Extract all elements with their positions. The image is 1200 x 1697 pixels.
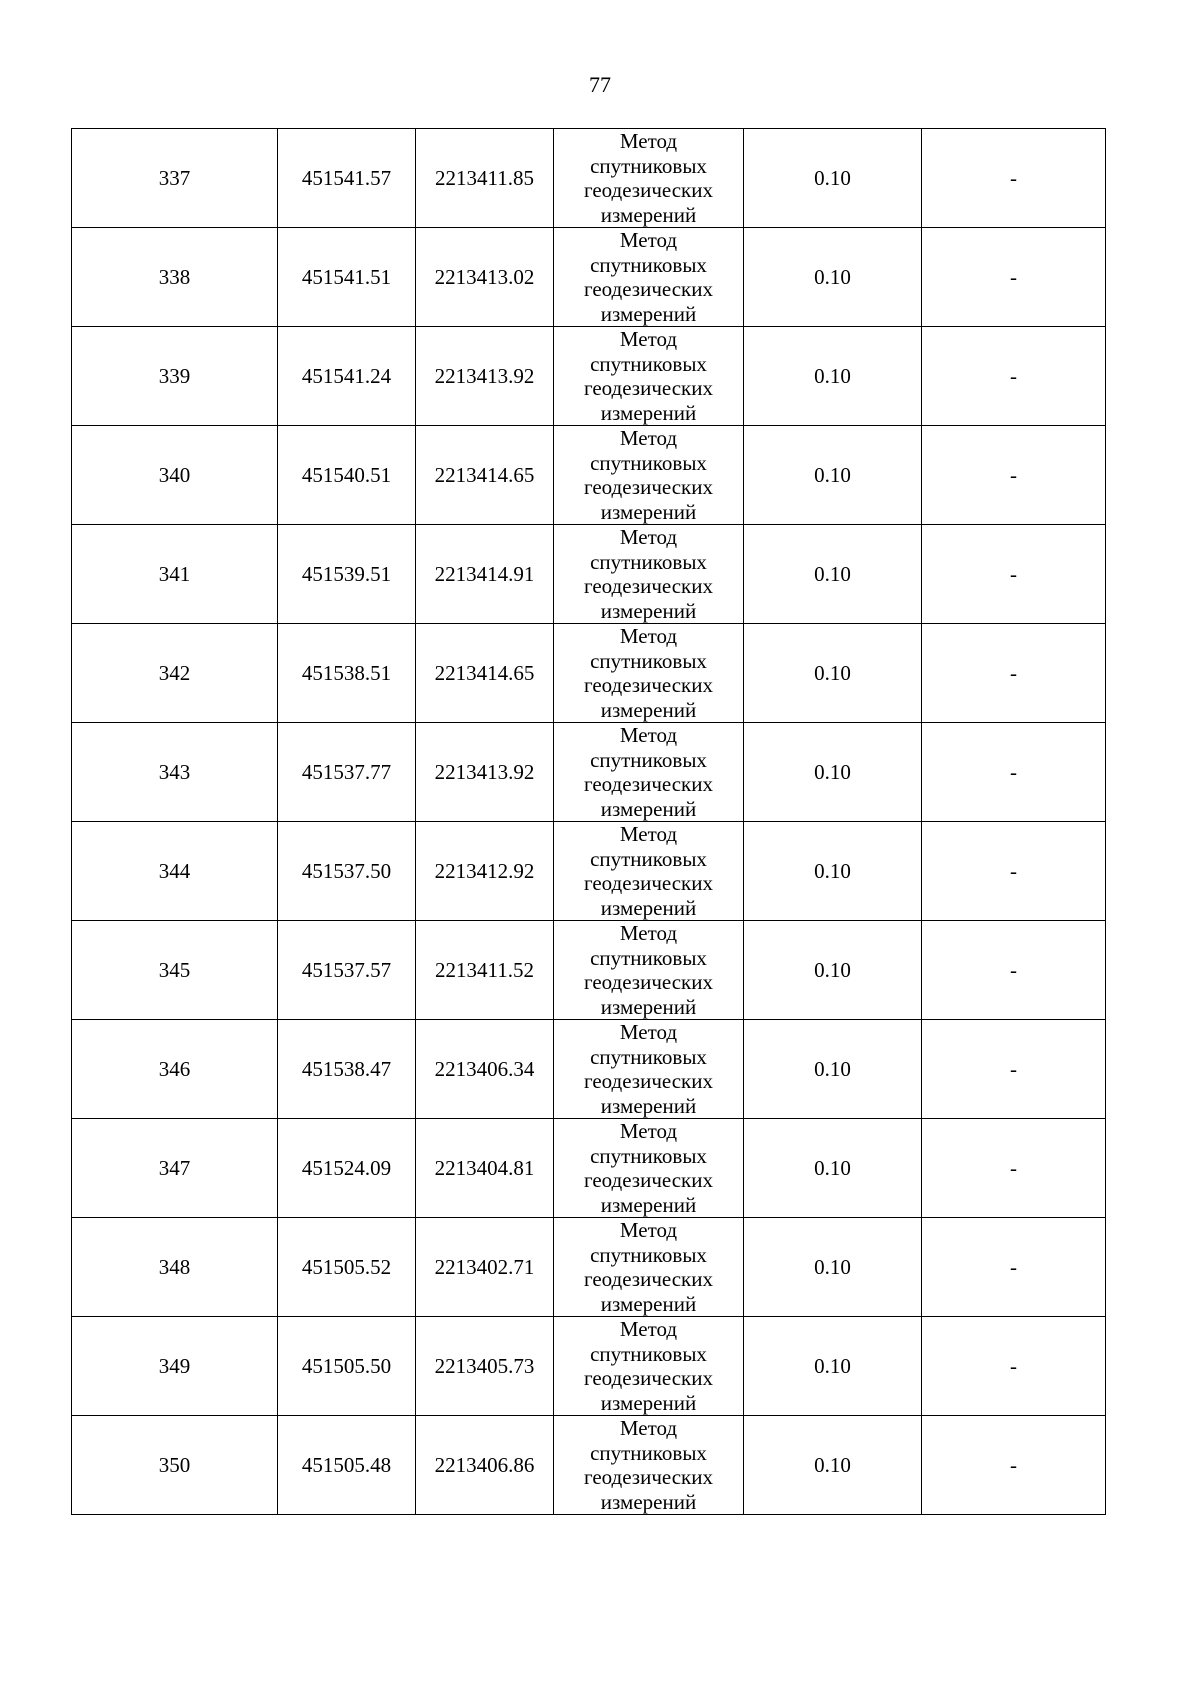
method-text-line: геодезических	[583, 574, 713, 598]
x-coordinate-cell: 451505.48	[278, 1416, 416, 1515]
point-number-cell: 342	[72, 624, 278, 723]
method-cell	[554, 1218, 744, 1317]
table-row	[72, 624, 1106, 723]
method-text-line: измерений	[600, 697, 697, 722]
method-cell	[554, 921, 744, 1020]
method-cell	[554, 327, 744, 426]
method-text-line: измерений	[600, 202, 697, 227]
method-text-line: измерений	[600, 1489, 697, 1514]
accuracy-cell: 0.10	[744, 921, 922, 1020]
method-text-line: геодезических	[583, 1069, 713, 1093]
method-text-line: спутниковых	[590, 747, 707, 772]
point-number-cell: 348	[72, 1218, 278, 1317]
method-cell	[554, 426, 744, 525]
y-coordinate-cell: 2213414.65	[416, 426, 554, 525]
point-number-cell: 341	[72, 525, 278, 624]
x-coordinate-cell: 451541.57	[278, 129, 416, 228]
method-text-line: измерений	[600, 994, 697, 1019]
table-row	[72, 723, 1106, 822]
method-text-line: геодезических	[583, 178, 713, 202]
note-cell: -	[922, 1020, 1106, 1119]
point-number-cell: 350	[72, 1416, 278, 1515]
method-text-line: Метод	[619, 426, 678, 450]
note-cell: -	[922, 129, 1106, 228]
y-coordinate-cell: 2213413.02	[416, 228, 554, 327]
y-coordinate-cell: 2213411.52	[416, 921, 554, 1020]
table-row	[72, 921, 1106, 1020]
table-row	[72, 129, 1106, 228]
accuracy-cell: 0.10	[744, 624, 922, 723]
method-text-line: геодезических	[583, 1366, 713, 1390]
table-row	[72, 1020, 1106, 1119]
note-cell: -	[922, 624, 1106, 723]
x-coordinate-cell: 451541.24	[278, 327, 416, 426]
method-cell	[554, 525, 744, 624]
method-text-line: геодезических	[583, 277, 713, 301]
method-cell	[554, 1416, 744, 1515]
method-text-line: измерений	[600, 301, 697, 326]
method-text-line: спутниковых	[590, 945, 707, 970]
note-cell: -	[922, 723, 1106, 822]
method-cell	[554, 822, 744, 921]
method-text-line: Метод	[619, 525, 678, 549]
method-text-line: Метод	[619, 723, 678, 747]
table-row	[72, 327, 1106, 426]
method-text-line: измерений	[600, 796, 697, 821]
point-number-cell: 337	[72, 129, 278, 228]
method-cell	[554, 1020, 744, 1119]
y-coordinate-cell: 2213405.73	[416, 1317, 554, 1416]
table-body	[72, 129, 1106, 1515]
accuracy-cell: 0.10	[744, 1218, 922, 1317]
method-text-line: измерений	[600, 598, 697, 623]
method-cell	[554, 1317, 744, 1416]
method-text-line: спутниковых	[590, 549, 707, 574]
method-cell	[554, 624, 744, 723]
method-text-line: спутниковых	[590, 153, 707, 178]
method-text-line: Метод	[619, 1317, 678, 1341]
method-text-line: измерений	[600, 1390, 697, 1415]
method-cell	[554, 1119, 744, 1218]
method-text-line: спутниковых	[590, 252, 707, 277]
table-row	[72, 1416, 1106, 1515]
method-text-line: геодезических	[583, 871, 713, 895]
point-number-cell: 347	[72, 1119, 278, 1218]
x-coordinate-cell: 451537.77	[278, 723, 416, 822]
table-row	[72, 1218, 1106, 1317]
method-text-line: геодезических	[583, 1267, 713, 1291]
method-text-line: геодезических	[583, 772, 713, 796]
method-text-line: спутниковых	[590, 1044, 707, 1069]
accuracy-cell: 0.10	[744, 426, 922, 525]
method-text-line: измерений	[600, 1093, 697, 1118]
note-cell: -	[922, 327, 1106, 426]
method-text-line: измерений	[600, 1291, 697, 1316]
y-coordinate-cell: 2213406.86	[416, 1416, 554, 1515]
point-number-cell: 340	[72, 426, 278, 525]
y-coordinate-cell: 2213411.85	[416, 129, 554, 228]
method-text-line: спутниковых	[590, 1242, 707, 1267]
y-coordinate-cell: 2213414.65	[416, 624, 554, 723]
y-coordinate-cell: 2213414.91	[416, 525, 554, 624]
point-number-cell: 338	[72, 228, 278, 327]
point-number-cell: 343	[72, 723, 278, 822]
note-cell: -	[922, 1119, 1106, 1218]
x-coordinate-cell: 451538.47	[278, 1020, 416, 1119]
note-cell: -	[922, 228, 1106, 327]
y-coordinate-cell: 2213402.71	[416, 1218, 554, 1317]
method-text-line: геодезических	[583, 673, 713, 697]
method-text-line: Метод	[619, 327, 678, 351]
accuracy-cell: 0.10	[744, 1020, 922, 1119]
point-number-cell: 349	[72, 1317, 278, 1416]
coordinates-table	[71, 128, 1106, 1515]
point-number-cell: 339	[72, 327, 278, 426]
table-row	[72, 1317, 1106, 1416]
accuracy-cell: 0.10	[744, 1119, 922, 1218]
method-text-line: спутниковых	[590, 1341, 707, 1366]
accuracy-cell: 0.10	[744, 1416, 922, 1515]
method-text-line: спутниковых	[590, 648, 707, 673]
table-row	[72, 426, 1106, 525]
y-coordinate-cell: 2213404.81	[416, 1119, 554, 1218]
x-coordinate-cell: 451505.52	[278, 1218, 416, 1317]
y-coordinate-cell: 2213412.92	[416, 822, 554, 921]
method-text-line: геодезических	[583, 970, 713, 994]
x-coordinate-cell: 451538.51	[278, 624, 416, 723]
table-row	[72, 822, 1106, 921]
method-text-line: Метод	[619, 921, 678, 945]
accuracy-cell: 0.10	[744, 525, 922, 624]
accuracy-cell: 0.10	[744, 129, 922, 228]
method-text-line: спутниковых	[590, 846, 707, 871]
method-text-line: спутниковых	[590, 351, 707, 376]
method-text-line: спутниковых	[590, 1440, 707, 1465]
method-text-line: Метод	[619, 1020, 678, 1044]
y-coordinate-cell: 2213406.34	[416, 1020, 554, 1119]
point-number-cell: 346	[72, 1020, 278, 1119]
method-cell	[554, 723, 744, 822]
method-text-line: геодезических	[583, 1465, 713, 1489]
method-text-line: геодезических	[583, 475, 713, 499]
accuracy-cell: 0.10	[744, 1317, 922, 1416]
y-coordinate-cell: 2213413.92	[416, 723, 554, 822]
accuracy-cell: 0.10	[744, 228, 922, 327]
accuracy-cell: 0.10	[744, 822, 922, 921]
method-text-line: измерений	[600, 895, 697, 920]
note-cell: -	[922, 921, 1106, 1020]
method-text-line: геодезических	[583, 376, 713, 400]
x-coordinate-cell: 451540.51	[278, 426, 416, 525]
method-text-line: Метод	[619, 1119, 678, 1143]
accuracy-cell: 0.10	[744, 327, 922, 426]
x-coordinate-cell: 451537.57	[278, 921, 416, 1020]
page-number: 77	[589, 72, 611, 97]
method-text-line: измерений	[600, 1192, 697, 1217]
accuracy-cell: 0.10	[744, 723, 922, 822]
method-text-line: спутниковых	[590, 450, 707, 475]
method-text-line: Метод	[619, 624, 678, 648]
method-text-line: измерений	[600, 499, 697, 524]
method-cell	[554, 129, 744, 228]
note-cell: -	[922, 1317, 1106, 1416]
x-coordinate-cell: 451524.09	[278, 1119, 416, 1218]
y-coordinate-cell: 2213413.92	[416, 327, 554, 426]
point-number-cell: 344	[72, 822, 278, 921]
method-text-line: спутниковых	[590, 1143, 707, 1168]
method-text-line: Метод	[619, 822, 678, 846]
note-cell: -	[922, 822, 1106, 921]
note-cell: -	[922, 525, 1106, 624]
method-text-line: Метод	[619, 1416, 678, 1440]
x-coordinate-cell: 451539.51	[278, 525, 416, 624]
table-row	[72, 1119, 1106, 1218]
table-row	[72, 525, 1106, 624]
x-coordinate-cell: 451541.51	[278, 228, 416, 327]
note-cell: -	[922, 426, 1106, 525]
x-coordinate-cell: 451505.50	[278, 1317, 416, 1416]
method-text-line: геодезических	[583, 1168, 713, 1192]
note-cell: -	[922, 1416, 1106, 1515]
method-cell	[554, 228, 744, 327]
method-text-line: Метод	[619, 228, 678, 252]
note-cell: -	[922, 1218, 1106, 1317]
method-text-line: Метод	[619, 129, 678, 153]
table-row	[72, 228, 1106, 327]
method-text-line: измерений	[600, 400, 697, 425]
x-coordinate-cell: 451537.50	[278, 822, 416, 921]
method-text-line: Метод	[619, 1218, 678, 1242]
point-number-cell: 345	[72, 921, 278, 1020]
